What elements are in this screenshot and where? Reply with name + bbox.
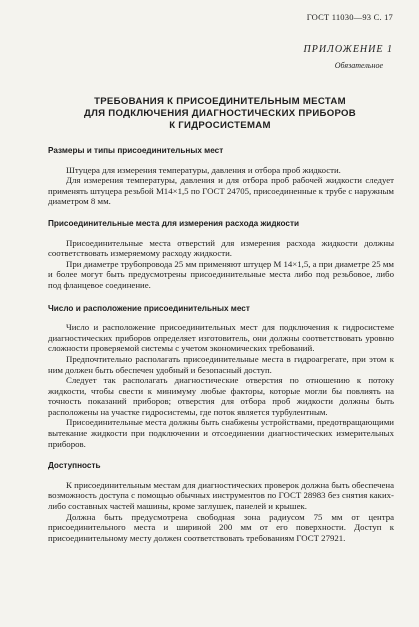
- title-line: ДЛЯ ПОДКЛЮЧЕНИЯ ДИАГНОСТИЧЕСКИХ ПРИБОРОВ: [83, 108, 357, 119]
- document-title: [40, 96, 400, 132]
- paragraph: Следует так располагать диагностические отверстия по отношению к потоку жидкости, чтобы свести к минимуму любые факторы, которые могли бы повлиять на точность показаний приборов; отверстия для отбора проб жидкости должны быть расположены на участке гидросистемы, где поток является турбулентным.: [48, 375, 394, 417]
- appendix-status: Обязательное: [334, 61, 383, 70]
- paragraph: Штуцера для измерения температуры, давления и отбора проб жидкости.: [66, 164, 341, 175]
- appendix-label: ПРИЛОЖЕНИЕ 1: [303, 44, 393, 55]
- section-heading: Размеры и типы присоединительных мест: [48, 146, 224, 155]
- section-sizes-types: [48, 146, 394, 207]
- paragraph: Присоединительные места отверстий для измерения расхода жидкости должны соответствовать измеряемому расходу жидкости.: [48, 237, 394, 259]
- paragraph: Присоединительные места должны быть снабжены устройствами, предотвращающими вытекание жидкости при подключении и отсоединении диагностических измерительных приборов.: [48, 417, 394, 449]
- paragraph: Предпочтительно располагать присоединительные места в гидроагрегате, при этом к ним должен быть обеспечен удобный и безопасный доступ.: [48, 353, 394, 375]
- title-line: ТРЕБОВАНИЯ К ПРИСОЕДИНИТЕЛЬНЫМ МЕСТАМ: [94, 96, 346, 107]
- section-heading: Число и расположение присоединительных мест: [48, 303, 250, 313]
- section-heading: Присоединительные места для измерения расхода жидкости: [48, 218, 300, 228]
- paragraph: Для измерения температуры, давления и для отбора проб рабочей жидкости следует применять штуцера резьбой М14×1,5 по ГОСТ 24705, присоединенные к трубе с наружным диаметром 8 мм.: [48, 175, 394, 207]
- page-header: ГОСТ 11030—93 С. 17: [306, 12, 393, 22]
- appendix-block: [304, 44, 394, 70]
- paragraph: Число и расположение присоединительных мест для подключения к гидросистеме диагностических приборов определяет изготовитель, они должны соответствовать уровню сложности проверяемой системы с учетом экономических требований.: [48, 322, 394, 354]
- section-heading: Доступность: [48, 461, 101, 471]
- paragraph: При диаметре трубопровода 25 мм применяют штуцер М 14×1,5, а при диаметре 25 мм и более могут быть предусмотрены присоединительные места либо под резьбовое, либо под фланцевое соединение.: [48, 258, 394, 290]
- document-body: [48, 146, 394, 553]
- paragraph: К присоединительным местам для диагностических проверок должна быть обеспечена возможность доступа с помощью обычных инструментов по ГОСТ 28983 без снятия каких-либо составных частей машины, кроме заглушек, панелей и крышек.: [48, 479, 394, 512]
- section-number-location: [48, 304, 394, 450]
- title-line: К ГИДРОСИСТЕМАМ: [169, 120, 271, 131]
- section-flow-measurement: [48, 219, 394, 291]
- paragraph: Должна быть предусмотрена свободная зона радиусом 75 мм от центра присоединительного места и шириной 200 мм от его поверхности. Доступ к присоединительному месту должен соответствовать требованиям ГОСТ 27921.: [48, 511, 394, 543]
- section-accessibility: [48, 461, 394, 543]
